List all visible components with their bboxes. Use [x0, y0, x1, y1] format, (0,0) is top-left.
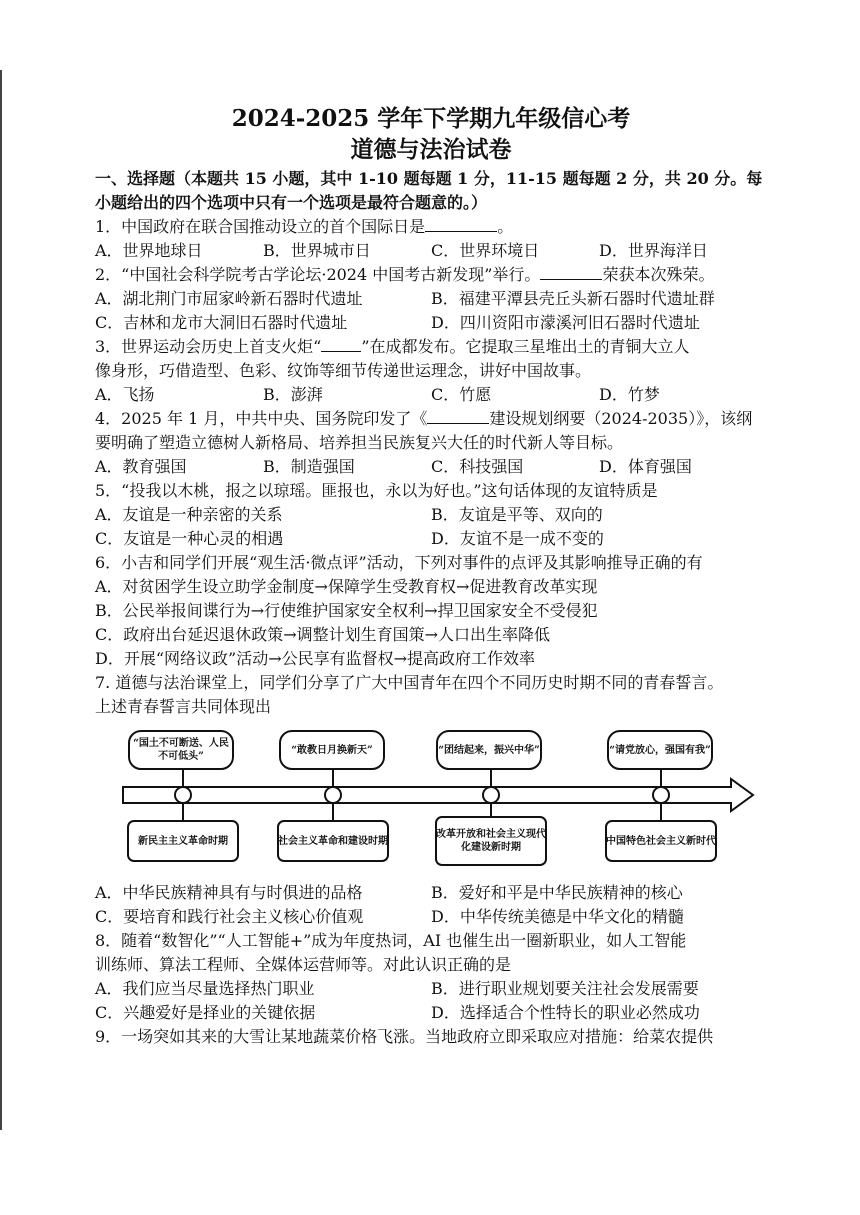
period-2: 社会主义革命和建设时期 [278, 835, 388, 847]
exam-content [95, 103, 767, 1049]
slogan-2: “敢教日月换新天” [291, 744, 373, 756]
question-4-stem [95, 407, 767, 431]
question-7-options-row2 [95, 905, 767, 929]
question-2-options-row2 [95, 311, 767, 335]
q3-option-a: A．飞扬 [95, 385, 155, 404]
period-4: 中国特色社会主义新时代 [606, 835, 716, 847]
section-heading-line1: 一、选择题（本题共 15 小题，其中 1-10 题每题 1 分，11-15 题每题 2 分，共 20 分。每 [95, 169, 763, 188]
question-8-stem-cont: 训练师、算法工程师、全媒体运营师等。对此认识正确的是 [95, 955, 512, 974]
q8-option-d: D．选择适合个性特长的职业必然成功 [431, 1003, 700, 1022]
q7-option-d: D．中华传统美德是中华文化的精髓 [431, 907, 684, 926]
q5-option-d: D．友谊不是一成不变的 [431, 529, 604, 548]
q2-stem-part-a: 2．“中国社会科学院考古学论坛·2024 中国考古新发现”举行。 [95, 265, 541, 284]
q3-option-d: D．竹梦 [599, 385, 660, 404]
q4-stem-part-b: 建设规划纲要（2024-2035）》，该纲 [489, 409, 753, 428]
q4-stem-part-a: 4．2025 年 1 月，中共中央、国务院印发了《 [95, 409, 428, 428]
question-5-options-row2 [95, 527, 767, 551]
q5-option-c: C．友谊是一种心灵的相遇 [95, 529, 284, 548]
question-5-options-row1 [95, 503, 767, 527]
q3-option-c: C．竹愿 [431, 385, 492, 404]
q4-answer-blank [427, 407, 489, 424]
q8-option-a: A．我们应当尽量选择热门职业 [95, 979, 315, 998]
q6-option-d: D．开展“网络议政”活动→公民享有监督权→提高政府工作效率 [95, 649, 536, 668]
q1-option-c: C．世界环境日 [431, 241, 540, 260]
slogan-1: “国土不可断送、人民不可低头” [133, 738, 229, 762]
question-2-options-row1 [95, 287, 767, 311]
youth-pledge-timeline [95, 725, 767, 877]
q7-option-b: B．爱好和平是中华民族精神的核心 [431, 883, 683, 902]
question-7-options-row1 [95, 881, 767, 905]
q6-option-a: A．对贫困学生设立助学金制度→保障学生受教育权→促进教育改革实现 [95, 577, 598, 596]
question-1-options [95, 239, 767, 263]
question-3-stem-cont: 像身形，巧借造型、色彩、纹饰等细节传递世运理念，讲好中国故事。 [95, 361, 592, 380]
q2-option-a: A．湖北荆门市屈家岭新石器时代遗址 [95, 289, 363, 308]
question-6-stem: 6．小吉和同学们开展“观生活·微点评”活动，下列对事件的点评及其影响推导正确的有 [95, 553, 703, 572]
q2-option-d: D．四川资阳市濛溪河旧石器时代遗址 [431, 313, 700, 332]
q1-option-a: A．世界地球日 [95, 241, 203, 260]
scan-edge [0, 70, 2, 1130]
question-3-stem [95, 335, 767, 359]
question-7-stem-cont: 上述青春誓言共同体现出 [95, 697, 272, 716]
q6-option-c: C．政府出台延迟退休政策→调整计划生育国策→人口出生率降低 [95, 625, 551, 644]
q1-answer-blank [425, 215, 497, 232]
q5-option-a: A．友谊是一种亲密的关系 [95, 505, 283, 524]
question-8-options-row1 [95, 977, 767, 1001]
q6-option-b: B．公民举报间谍行为→行使维护国家安全权利→捍卫国家安全不受侵犯 [95, 601, 598, 620]
q4-option-d: D．体育强国 [599, 457, 692, 476]
q2-option-b: B．福建平潭县壳丘头新石器时代遗址群 [431, 289, 715, 308]
q5-option-b: B．友谊是平等、双向的 [431, 505, 603, 524]
q4-option-b: B．制造强国 [263, 457, 355, 476]
q7-option-c: C．要培育和践行社会主义核心价值观 [95, 907, 364, 926]
q1-stem-part-a: 1．中国政府在联合国推动设立的首个国际日是 [95, 217, 426, 236]
section-heading-line2: 小题给出的四个选项中只有一个选项是最符合题意的。） [95, 193, 488, 212]
period-3: 改革开放和社会主义现代化建设新时期 [436, 829, 546, 853]
q1-option-b: B．世界城市日 [263, 241, 371, 260]
question-8-options-row2 [95, 1001, 767, 1025]
q3-stem-part-a: 3．世界运动会历史上首支火炬“ [95, 337, 322, 356]
q8-option-b: B．进行职业规划要关注社会发展需要 [431, 979, 699, 998]
q2-stem-part-b: 荣获本次殊荣。 [602, 265, 715, 284]
slogan-4: “请党放心，强国有我” [609, 744, 711, 756]
slogan-3: “团结起来，振兴中华” [438, 744, 540, 756]
q2-answer-blank [540, 263, 602, 280]
question-8-stem: 8．随着“数智化”“人工智能+”成为年度热词，AI 也催生出一圈新职业，如人工智能 [95, 931, 687, 950]
question-5-stem: 5．“投我以木桃，报之以琼瑶。匪报也，永以为好也。”这句话体现的友谊特质是 [95, 481, 658, 500]
question-3-options [95, 383, 767, 407]
question-1-stem [95, 215, 767, 239]
q3-option-b: B．澎湃 [263, 385, 323, 404]
q8-option-c: C．兴趣爱好是择业的关键依据 [95, 1003, 316, 1022]
question-2-stem [95, 263, 767, 287]
q7-option-a: A．中华民族精神具有与时俱进的品格 [95, 883, 363, 902]
question-7-stem: 7. 道德与法治课堂上，同学们分享了广大中国青年在四个不同历史时期不同的青春誓言。 [95, 673, 724, 692]
q4-option-c: C．科技强国 [431, 457, 524, 476]
period-1: 新民主主义革命时期 [138, 835, 228, 847]
q1-stem-part-b: 。 [497, 217, 514, 236]
exam-subtitle: 道德与法治试卷 [350, 136, 512, 163]
q3-answer-blank [321, 335, 361, 352]
exam-title: 2024-2025 学年下学期九年级信心考 [231, 105, 631, 132]
q1-option-d: D．世界海洋日 [599, 241, 708, 260]
q2-option-c: C．吉林和龙市大洞旧石器时代遗址 [95, 313, 348, 332]
question-4-options [95, 455, 767, 479]
q3-stem-part-b: ”在成都发布。它提取三星堆出土的青铜大立人 [361, 337, 690, 356]
question-9-stem: 9．一场突如其来的大雪让某地蔬菜价格飞涨。当地政府立即采取应对措施：给菜农提供 [95, 1027, 714, 1046]
question-4-stem-cont: 要明确了塑造立德树人新格局、培养担当民族复兴大任的时代新人等目标。 [95, 433, 624, 452]
q4-option-a: A．教育强国 [95, 457, 187, 476]
